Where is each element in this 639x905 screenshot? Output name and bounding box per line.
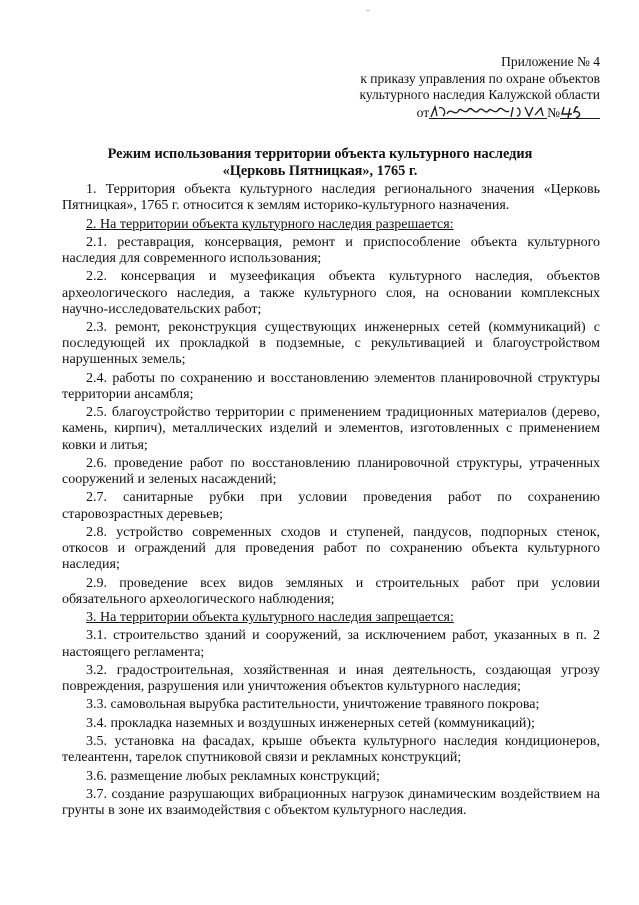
paragraph-2-5: 2.5. благоустройство территории с применением традиционных материалов (дерево, камень, кирпич), металлических изделий и элементов, изготовленных с применением ковки и литья; xyxy=(62,405,600,453)
paragraph-3-5: 3.5. установка на фасадах, крыше объекта культурного наследия кондиционеров, телеантенн, тарелок спутниковой связи и рекламных конструкций; xyxy=(62,734,600,766)
date-prefix: от xyxy=(416,104,430,120)
section-heading-allowed: 2. На территории объекта культурного наследия разрешается: xyxy=(86,216,454,232)
date-number-line xyxy=(300,104,600,122)
paragraph-3-4: 3.4. прокладка наземных и воздушных инженерных сетей (коммуникаций); xyxy=(86,715,535,731)
order-reference-line-1: к приказу управления по охране объектов xyxy=(360,70,600,86)
paragraph-3-2: 3.2. градостроительная, хозяйственная и иная деятельность, создающая угрозу повреждения, разрушения или уничтожения объектов культурного наследия; xyxy=(62,662,600,695)
paragraph-2-6: 2.6. проведение работ по восстановлению планировочной структуры, утраченных сооружений и зеленых насаждений; xyxy=(62,455,600,488)
scan-speck xyxy=(366,10,370,11)
paragraph-2-1: 2.1. реставрация, консервация, ремонт и приспособление объекта культурного наследия для современного использования; xyxy=(62,234,600,266)
order-reference-line-2: культурного наследия Калужской области xyxy=(359,87,600,102)
title-line-2: «Церковь Пятницкая», 1765 г. xyxy=(222,163,418,179)
paragraph-2-9: 2.9. проведение всех видов земляных и строительных работ при условии обязательного археологического наблюдения; xyxy=(62,575,600,607)
paragraph-2-8: 2.8. устройство современных сходов и ступеней, пандусов, подпорных стенок, откосов и ограждений для проведения работ по сохранению объекта культурного наследия; xyxy=(62,524,600,573)
paragraph-2-7: 2.7. санитарные рубки при условии проведения работ по сохранению старовозрастных деревьев; xyxy=(62,490,600,522)
paragraph-3-3: 3.3. самовольная вырубка растительности, уничтожение травяного покрова; xyxy=(86,697,540,713)
number-prefix: № xyxy=(547,104,560,120)
appendix-header xyxy=(300,54,600,121)
paragraph-2-3: 2.3. ремонт, реконструкция существующих инженерных сетей (коммуникаций) с последующей их прокладкой в подземные, с рекультивацией и благоустройством нарушенных земель; xyxy=(62,320,600,368)
document-body xyxy=(62,182,600,821)
handwritten-order-number xyxy=(560,104,600,120)
handwritten-date-signature xyxy=(429,104,547,120)
appendix-number: Приложение № 4 xyxy=(501,54,600,69)
paragraph-1: 1. Территория объекта культурного наследия регионального значения «Церковь Пятницкая», 1765 г. относится к землям историко-культурного назначения. xyxy=(62,182,600,214)
paragraph-2-2: 2.2. консервация и музеефикация объекта культурного наследия, объектов археологического наследия, а также культурного слоя, на основании комплексных научно-исследовательских работ; xyxy=(62,269,600,317)
paragraph-3-1: 3.1. строительство зданий и сооружений, за исключением работ, указанных в п. 2 настоящего регламента; xyxy=(62,628,600,660)
section-heading-prohibited: 3. На территории объекта культурного наследия запрещается: xyxy=(86,610,454,626)
title-line-1: Режим использования территории объекта культурного наследия xyxy=(107,146,533,162)
paragraph-3-6: 3.6. размещение любых рекламных конструкций; xyxy=(86,768,380,784)
paragraph-2-4: 2.4. работы по сохранению и восстановлению элементов планировочной структуры территории ансамбля; xyxy=(62,370,600,402)
paragraph-3-7: 3.7. создание разрушающих вибрационных нагрузок динамическим воздействием на грунты в зоне их взаимодействия с объектом культурного наследия. xyxy=(62,786,600,818)
document-title xyxy=(40,146,600,180)
